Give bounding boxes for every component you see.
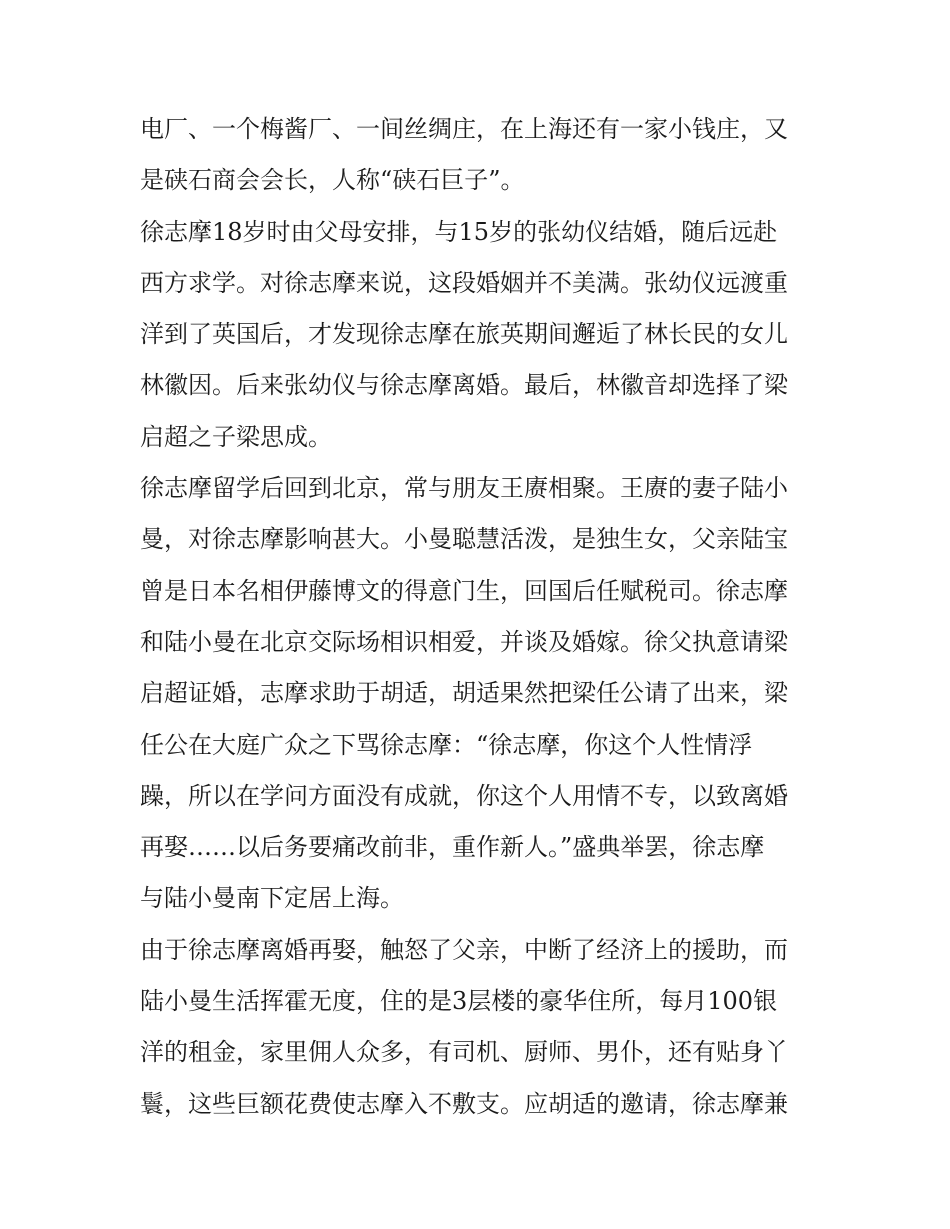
- text-line: 鬟，这些巨额花费使志摩入不敷支。应胡适的邀请，徐志摩兼: [140, 1089, 788, 1118]
- text-line: 曼，对徐志摩影响甚大。小曼聪慧活泼，是独生女，父亲陆宝: [140, 525, 788, 554]
- text-line: 徐志摩留学后回到北京，常与朋友王赓相聚。王赓的妻子陆小: [140, 474, 788, 503]
- text-line: 是硖石商会会长，人称“硖石巨子”。: [140, 166, 525, 195]
- document-body: [140, 104, 820, 1130]
- text-line: 任公在大庭广众之下骂徐志摩：“徐志摩，你这个人性情浮: [140, 730, 753, 759]
- text-line: 电厂、一个梅酱厂、一间丝绸庄，在上海还有一家小钱庄，又: [140, 115, 788, 143]
- text-line: 启超证婚，志摩求助于胡适，胡适果然把梁任公请了出来，梁: [140, 679, 788, 708]
- text-line: 和陆小曼在北京交际场相识相爱，并谈及婚嫁。徐父执意请梁: [140, 627, 788, 656]
- text-line: 西方求学。对徐志摩来说，这段婚姻并不美满。张幼仪远渡重: [140, 268, 788, 297]
- text-line: 躁，所以在学问方面没有成就，你这个人用情不专，以致离婚: [140, 781, 788, 810]
- text-line: 陆小曼生活挥霍无度，住的是3层楼的豪华住所，每月100银: [140, 987, 778, 1016]
- text-line: 再娶……以后务要痛改前非，重作新人。”盛典举罢，徐志摩: [140, 833, 765, 862]
- text-line: 与陆小曼南下定居上海。: [140, 884, 404, 913]
- text-line: 启超之子梁思成。: [140, 422, 332, 451]
- text-line: 洋的租金，家里佣人众多，有司机、厨师、男仆，还有贴身丫: [140, 1038, 788, 1067]
- text-line: 林徽因。后来张幼仪与徐志摩离婚。最后，林徽音却选择了梁: [140, 371, 788, 400]
- text-line: 洋到了英国后，才发现徐志摩在旅英期间邂逅了林长民的女儿: [140, 320, 788, 349]
- text-line: 徐志摩18岁时由父母安排，与15岁的张幼仪结婚，随后远赴: [140, 217, 778, 246]
- text-line: 曾是日本名相伊藤博文的得意门生，回国后任赋税司。徐志摩: [140, 576, 788, 605]
- text-line: 由于徐志摩离婚再娶，触怒了父亲，中断了经济上的援助，而: [140, 935, 788, 964]
